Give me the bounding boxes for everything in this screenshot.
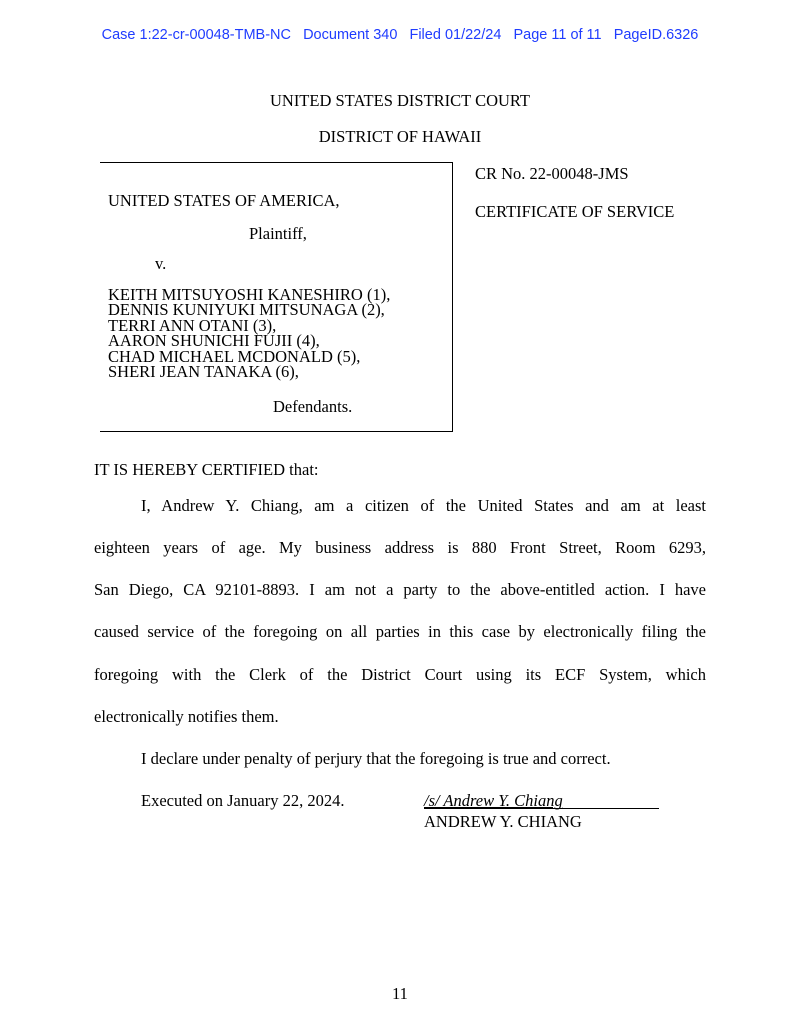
court-district: DISTRICT OF HAWAII (318, 127, 482, 146)
electronic-signature: /s/ Andrew Y. Chiang (424, 791, 563, 810)
document-title: CERTIFICATE OF SERVICE (475, 202, 675, 221)
paragraph-line: caused service of the foregoing on all parties in this case by electronically filing the (94, 622, 706, 641)
defendant-item: KEITH MITSUYOSHI KANESHIRO (1), (108, 285, 391, 304)
declaration: I declare under penalty of perjury that the foregoing is true and correct. (141, 749, 611, 768)
defendant-item: SHERI JEAN TANAKA (6), (108, 362, 299, 382)
defendants-list (108, 285, 391, 382)
plaintiff-role: Plaintiff, (249, 224, 307, 243)
defendant-item: AARON SHUNICHI FUJII (4), (108, 331, 320, 351)
defendant-item: CHAD MICHAEL MCDONALD (5), (108, 346, 361, 366)
versus: v. (155, 254, 167, 273)
paragraph-line: eighteen years of age. My business address is 880 Front Street, Room 6293, (94, 538, 706, 557)
case-header-stamp: Case 1:22-cr-00048-TMB-NC Document 340 Filed 01/22/24 Page 11 of 11 PageID.6326 (101, 27, 699, 43)
page-number: 11 (392, 984, 408, 1003)
signature-line (424, 808, 659, 809)
court-name: UNITED STATES DISTRICT COURT (269, 91, 530, 110)
paragraph-line: electronically notifies them. (94, 707, 279, 726)
defendant-item: DENNIS KUNIYUKI MITSUNAGA (2), (108, 300, 385, 320)
paragraph-line: I, Andrew Y. Chiang, am a citizen of the United States and am at least (141, 496, 706, 515)
paragraph-line: San Diego, CA 92101-8893. I am not a party to the above-entitled action. I have (94, 580, 706, 599)
signer-name: ANDREW Y. CHIANG (424, 812, 582, 831)
defendant-item: TERRI ANN OTANI (3), (108, 315, 277, 335)
case-number: CR No. 22-00048-JMS (475, 164, 629, 183)
paragraph-line: foregoing with the Clerk of the District Court using its ECF System, which (94, 665, 706, 684)
certification-intro: IT IS HEREBY CERTIFIED that: (94, 460, 319, 479)
defendants-role: Defendants. (273, 397, 353, 416)
executed-date: Executed on January 22, 2024. (141, 791, 345, 810)
plaintiff-name: UNITED STATES OF AMERICA, (108, 191, 340, 210)
